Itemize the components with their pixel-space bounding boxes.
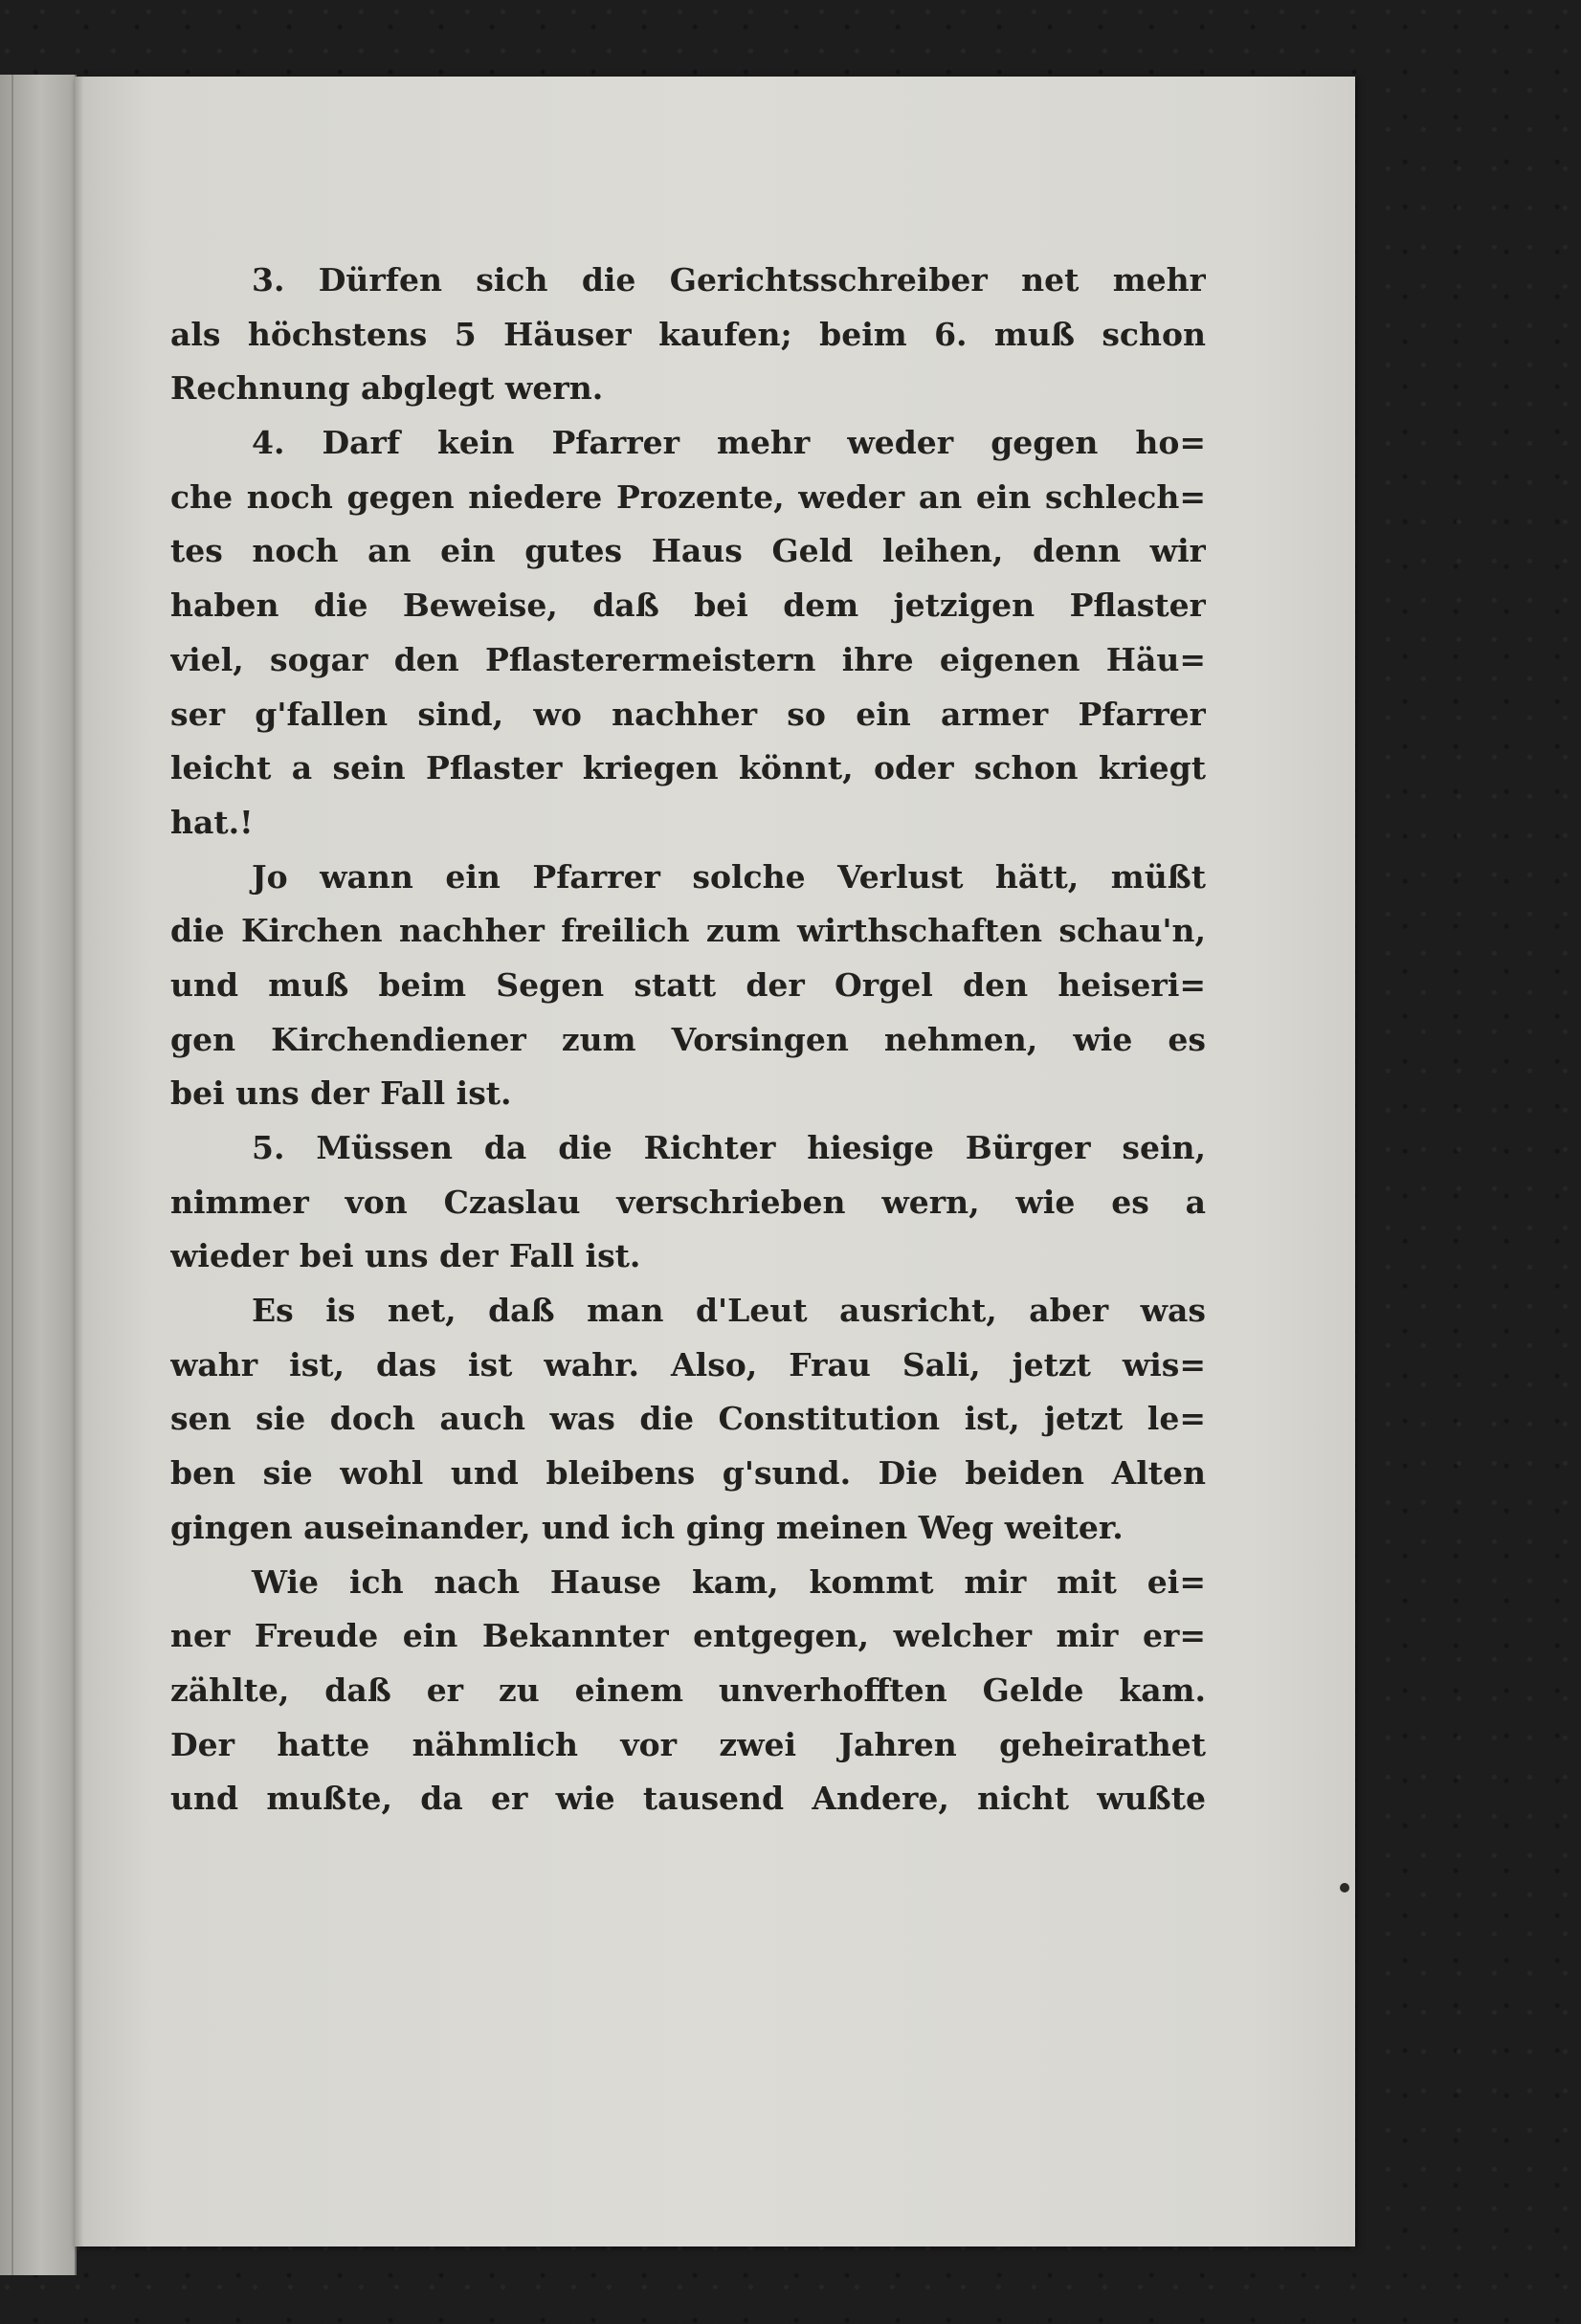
body-text [170, 254, 1206, 1826]
page-gutter [75, 77, 84, 2247]
text-line: 4. Darf kein Pfarrer mehr weder gegen ho= [252, 424, 1206, 462]
text-line: die Kirchen nachher freilich zum wirthschaften schau'n, [170, 912, 1206, 950]
text-line: gingen auseinander, und ich ging meinen Weg weiter. [170, 1508, 1124, 1546]
text-line: che noch gegen niedere Prozente, weder an ein schlech= [170, 477, 1206, 516]
text-line: wahr ist, das ist wahr. Also, Frau Sali, jetzt wis= [170, 1345, 1206, 1383]
ink-speck [1340, 1883, 1349, 1892]
page-edge-line [11, 75, 13, 2275]
text-line: Rechnung abglegt wern. [170, 369, 604, 408]
text-line: wieder bei uns der Fall ist. [170, 1237, 641, 1275]
previous-page-edge [0, 75, 77, 2275]
text-line: 3. Dürfen sich die Gerichtsschreiber net mehr [252, 261, 1206, 299]
text-line: Jo wann ein Pfarrer solche Verlust hätt, müßt [252, 857, 1206, 896]
text-line: ner Freude ein Bekannter entgegen, welcher mir er= [170, 1617, 1206, 1655]
text-line: 5. Müssen da die Richter hiesige Bürger sein, [252, 1129, 1206, 1166]
book-page [75, 77, 1355, 2247]
text-line: ben sie wohl und bleibens g'sund. Die beiden Alten [170, 1454, 1206, 1493]
text-line: sen sie doch auch was die Constitution ist, jetzt le= [170, 1400, 1206, 1438]
text-line: bei uns der Fall ist. [170, 1074, 512, 1113]
text-line: leicht a sein Pflaster kriegen könnt, oder schon kriegt [170, 749, 1206, 787]
text-line: gen Kirchendiener zum Vorsingen nehmen, wie es [170, 1020, 1206, 1058]
text-line: und muß beim Segen statt der Orgel den heiseri= [170, 965, 1206, 1004]
text-line: und mußte, da er wie tausend Andere, nicht wußte [170, 1780, 1206, 1818]
text-line: Der hatte nähmlich vor zwei Jahren geheirathet [170, 1725, 1206, 1763]
text-line: als höchstens 5 Häuser kaufen; beim 6. muß schon [170, 315, 1206, 353]
text-line: Es is net, daß man d'Leut ausricht, aber was [252, 1292, 1206, 1330]
text-line: haben die Beweise, daß bei dem jetzigen Pflaster [170, 587, 1206, 625]
text-line: Wie ich nach Hause kam, kommt mir mit ei= [252, 1562, 1206, 1601]
text-line: zählte, daß er zu einem unverhofften Gelde kam. [170, 1671, 1206, 1709]
text-line: tes noch an ein gutes Haus Geld leihen, denn wir [170, 532, 1206, 570]
text-line: viel, sogar den Pflasterermeistern ihre eigenen Häu= [170, 640, 1206, 678]
text-line: ser g'fallen sind, wo nachher so ein armer Pfarrer [170, 695, 1206, 733]
text-line: hat.! [170, 803, 254, 841]
text-line: nimmer von Czaslau verschrieben wern, wie es a [170, 1183, 1206, 1221]
